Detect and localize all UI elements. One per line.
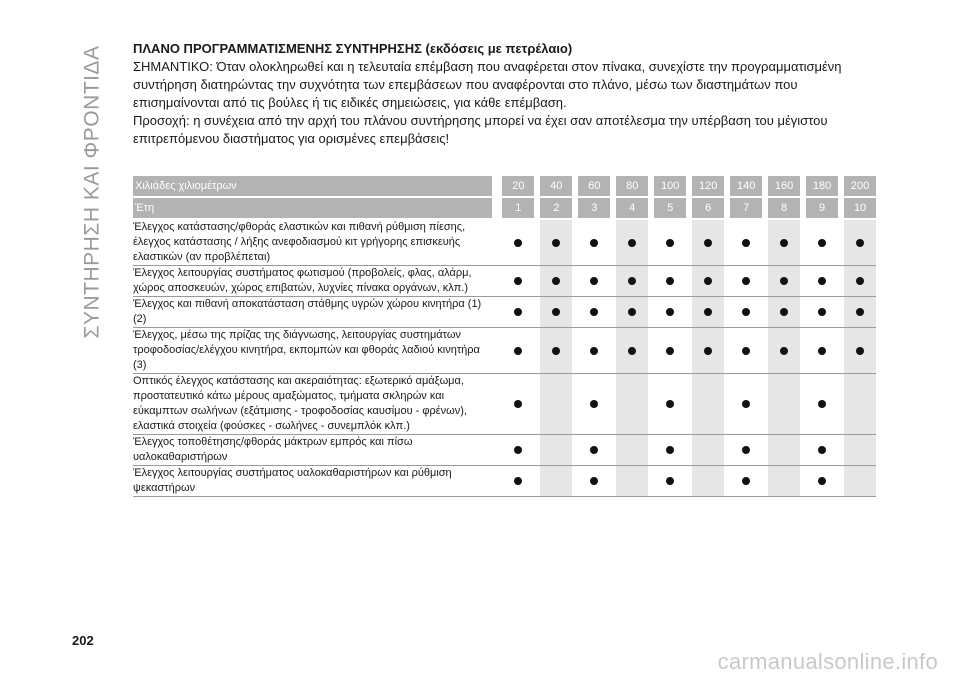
bullet-dot-icon bbox=[666, 400, 674, 408]
bullet-dot-icon bbox=[514, 308, 522, 316]
table-row bbox=[133, 328, 876, 374]
bullet-dot-icon bbox=[552, 239, 560, 247]
bullet-dot-icon bbox=[666, 477, 674, 485]
bullet-dot-icon bbox=[514, 277, 522, 285]
interval-cell bbox=[616, 220, 648, 266]
task-description: Έλεγχος, μέσω της πρίζας της διάγνωσης, λειτουργίας συστημάτων τροφοδοσίας/ελέγχου κινητήρα, εκπομπών και φθοράς λαδιού κινητήρα (3) bbox=[133, 328, 492, 374]
table-row bbox=[133, 466, 876, 497]
interval-cell bbox=[692, 297, 724, 328]
years-header-row-cell: 10 bbox=[844, 198, 876, 220]
interval-cell bbox=[844, 466, 876, 497]
section-side-title bbox=[72, 42, 112, 342]
km-header-row-label: Χιλιάδες χιλιομέτρων bbox=[133, 176, 492, 198]
interval-cell bbox=[502, 220, 534, 266]
interval-cell bbox=[768, 266, 800, 297]
column-gap bbox=[492, 220, 502, 266]
bullet-dot-icon bbox=[628, 239, 636, 247]
years-header-row-cell: 3 bbox=[578, 198, 610, 220]
bullet-dot-icon bbox=[856, 277, 864, 285]
interval-cell bbox=[540, 297, 572, 328]
interval-cell bbox=[616, 466, 648, 497]
bullet-dot-icon bbox=[514, 477, 522, 485]
km-header-row-cell: 20 bbox=[502, 176, 534, 198]
table-row bbox=[133, 220, 876, 266]
km-header-row-cell: 60 bbox=[578, 176, 610, 198]
interval-cell bbox=[502, 466, 534, 497]
bullet-dot-icon bbox=[818, 277, 826, 285]
bullet-dot-icon bbox=[514, 446, 522, 454]
interval-cell bbox=[502, 435, 534, 466]
interval-cell bbox=[806, 220, 838, 266]
km-header-row bbox=[133, 176, 876, 198]
years-header-row-cell: 4 bbox=[616, 198, 648, 220]
column-gap bbox=[492, 466, 502, 497]
interval-cell bbox=[502, 328, 534, 374]
interval-cell bbox=[540, 374, 572, 435]
page-heading: ΠΛΑΝΟ ΠΡΟΓΡΑΜΜΑΤΙΣΜΕΝΗΣ ΣΥΝΤΗΡΗΣΗΣ (εκδόσεις με πετρέλαιο) bbox=[133, 41, 573, 56]
bullet-dot-icon bbox=[590, 477, 598, 485]
interval-cell bbox=[578, 328, 610, 374]
bullet-dot-icon bbox=[552, 347, 560, 355]
interval-cell bbox=[654, 328, 686, 374]
interval-cell bbox=[616, 266, 648, 297]
interval-cell bbox=[616, 328, 648, 374]
interval-cell bbox=[692, 374, 724, 435]
maintenance-table bbox=[133, 176, 876, 497]
bullet-dot-icon bbox=[818, 347, 826, 355]
interval-cell bbox=[844, 266, 876, 297]
bullet-dot-icon bbox=[552, 308, 560, 316]
interval-cell bbox=[730, 297, 762, 328]
interval-cell bbox=[692, 266, 724, 297]
bullet-dot-icon bbox=[590, 239, 598, 247]
interval-cell bbox=[692, 435, 724, 466]
column-gap bbox=[492, 266, 502, 297]
interval-cell bbox=[654, 466, 686, 497]
bullet-dot-icon bbox=[856, 239, 864, 247]
interval-cell bbox=[806, 466, 838, 497]
interval-cell bbox=[692, 466, 724, 497]
bullet-dot-icon bbox=[780, 308, 788, 316]
bullet-dot-icon bbox=[590, 308, 598, 316]
interval-cell bbox=[578, 297, 610, 328]
km-header-row-cell: 100 bbox=[654, 176, 686, 198]
years-header-row-cell: 9 bbox=[806, 198, 838, 220]
table-row bbox=[133, 297, 876, 328]
bullet-dot-icon bbox=[704, 239, 712, 247]
column-gap bbox=[492, 176, 502, 198]
years-header-row-cell: 5 bbox=[654, 198, 686, 220]
bullet-dot-icon bbox=[666, 239, 674, 247]
bullet-dot-icon bbox=[704, 277, 712, 285]
km-header-row-cell: 140 bbox=[730, 176, 762, 198]
task-description: Οπτικός έλεγχος κατάστασης και ακεραιότητας: εξωτερικό αμάξωμα, προστατευτικό κάτω μέρους αμαξώματος, τμήματα σκληρών και εύκαμπτων σωλήνων (εξάτμισης - τροφοδοσίας καυσίμου - φρένων), ελαστικά στοιχεία (φούσκες - σωλήνες - συνεμπλόκ κλπ.) bbox=[133, 374, 492, 435]
column-gap bbox=[492, 374, 502, 435]
bullet-dot-icon bbox=[742, 446, 750, 454]
interval-cell bbox=[654, 297, 686, 328]
interval-cell bbox=[768, 374, 800, 435]
bullet-dot-icon bbox=[780, 347, 788, 355]
years-header-row-cell: 2 bbox=[540, 198, 572, 220]
interval-cell bbox=[806, 374, 838, 435]
years-header-row-label: Έτη bbox=[133, 198, 492, 220]
km-header-row-cell: 120 bbox=[692, 176, 724, 198]
interval-cell bbox=[844, 374, 876, 435]
interval-cell bbox=[654, 220, 686, 266]
column-gap bbox=[492, 198, 502, 220]
interval-cell bbox=[730, 374, 762, 435]
task-description: Έλεγχος λειτουργίας συστήματος φωτισμού (προβολείς, φλας, αλάρμ, χώρος αποσκευών, χώρος επιβατών, λυχνίες πίνακα οργάνων, κλπ.) bbox=[133, 266, 492, 297]
bullet-dot-icon bbox=[780, 239, 788, 247]
interval-cell bbox=[540, 328, 572, 374]
bullet-dot-icon bbox=[742, 477, 750, 485]
km-header-row-cell: 200 bbox=[844, 176, 876, 198]
interval-cell bbox=[806, 266, 838, 297]
bullet-dot-icon bbox=[742, 239, 750, 247]
interval-cell bbox=[768, 297, 800, 328]
interval-cell bbox=[616, 435, 648, 466]
years-header-row-cell: 7 bbox=[730, 198, 762, 220]
intro-block bbox=[133, 40, 876, 148]
bullet-dot-icon bbox=[818, 239, 826, 247]
task-description: Έλεγχος κατάστασης/φθοράς ελαστικών και πιθανή ρύθμιση πίεσης, έλεγχος κατάστασης / λήξης ανεφοδιασμού κιτ γρήγορης επισκευής ελαστικών (αν προβλέπεται) bbox=[133, 220, 492, 266]
interval-cell bbox=[844, 435, 876, 466]
years-header-row-cell: 1 bbox=[502, 198, 534, 220]
bullet-dot-icon bbox=[590, 400, 598, 408]
warning-note: Προσοχή: η συνέχεια από την αρχή του πλάνου συντήρησης μπορεί να έχει σαν αποτέλεσμα την υπέρβαση του μέγιστου επιτρεπόμενου διαστήματος για ορισμένες επεμβάσεις! bbox=[133, 113, 828, 146]
interval-cell bbox=[540, 266, 572, 297]
bullet-dot-icon bbox=[666, 277, 674, 285]
bullet-dot-icon bbox=[742, 277, 750, 285]
interval-cell bbox=[578, 220, 610, 266]
interval-cell bbox=[730, 328, 762, 374]
bullet-dot-icon bbox=[818, 446, 826, 454]
interval-cell bbox=[844, 220, 876, 266]
bullet-dot-icon bbox=[552, 277, 560, 285]
interval-cell bbox=[730, 435, 762, 466]
km-header-row-cell: 80 bbox=[616, 176, 648, 198]
bullet-dot-icon bbox=[704, 347, 712, 355]
bullet-dot-icon bbox=[742, 347, 750, 355]
km-header-row-cell: 180 bbox=[806, 176, 838, 198]
years-header-row bbox=[133, 198, 876, 220]
interval-cell bbox=[654, 435, 686, 466]
page-number: 202 bbox=[72, 633, 94, 648]
important-note: ΣΗΜΑΝΤΙΚΟ: Όταν ολοκληρωθεί και η τελευταία επέμβαση που αναφέρεται στον πίνακα, συνεχίστε την προγραμματισμένη συντήρηση διατηρώντας την συχνότητα των επεμβάσεων που αναφέρονται στο πλάνο, μέσω των διαστημάτων που επισημαίνονται από τις βούλες ή τις ειδικές σημειώσεις, για κάθε επέμβαση. bbox=[133, 59, 842, 110]
interval-cell bbox=[540, 466, 572, 497]
bullet-dot-icon bbox=[514, 347, 522, 355]
years-header-row-cell: 6 bbox=[692, 198, 724, 220]
interval-cell bbox=[692, 328, 724, 374]
column-gap bbox=[492, 435, 502, 466]
interval-cell bbox=[730, 220, 762, 266]
interval-cell bbox=[806, 435, 838, 466]
bullet-dot-icon bbox=[856, 308, 864, 316]
bullet-dot-icon bbox=[704, 308, 712, 316]
km-header-row-cell: 160 bbox=[768, 176, 800, 198]
task-description: Έλεγχος τοποθέτησης/φθοράς μάκτρων εμπρός και πίσω υαλοκαθαριστήρων bbox=[133, 435, 492, 466]
interval-cell bbox=[540, 435, 572, 466]
interval-cell bbox=[578, 435, 610, 466]
interval-cell bbox=[578, 374, 610, 435]
column-gap bbox=[492, 297, 502, 328]
bullet-dot-icon bbox=[628, 347, 636, 355]
interval-cell bbox=[806, 328, 838, 374]
bullet-dot-icon bbox=[856, 347, 864, 355]
task-description: Έλεγχος και πιθανή αποκατάσταση στάθμης υγρών χώρου κινητήρα (1) (2) bbox=[133, 297, 492, 328]
interval-cell bbox=[616, 374, 648, 435]
bullet-dot-icon bbox=[818, 477, 826, 485]
bullet-dot-icon bbox=[818, 308, 826, 316]
years-header-row-cell: 8 bbox=[768, 198, 800, 220]
column-gap bbox=[492, 328, 502, 374]
interval-cell bbox=[768, 435, 800, 466]
km-header-row-cell: 40 bbox=[540, 176, 572, 198]
interval-cell bbox=[768, 328, 800, 374]
interval-cell bbox=[578, 466, 610, 497]
bullet-dot-icon bbox=[628, 308, 636, 316]
interval-cell bbox=[540, 220, 572, 266]
bullet-dot-icon bbox=[590, 446, 598, 454]
bullet-dot-icon bbox=[666, 446, 674, 454]
table-row bbox=[133, 266, 876, 297]
interval-cell bbox=[768, 466, 800, 497]
task-description: Έλεγχος λειτουργίας συστήματος υαλοκαθαριστήρων και ρύθμιση ψεκαστήρων bbox=[133, 466, 492, 497]
bullet-dot-icon bbox=[514, 400, 522, 408]
bullet-dot-icon bbox=[666, 308, 674, 316]
interval-cell bbox=[692, 220, 724, 266]
table-row bbox=[133, 374, 876, 435]
interval-cell bbox=[806, 297, 838, 328]
interval-cell bbox=[768, 220, 800, 266]
bullet-dot-icon bbox=[590, 347, 598, 355]
interval-cell bbox=[730, 466, 762, 497]
interval-cell bbox=[654, 374, 686, 435]
bullet-dot-icon bbox=[742, 308, 750, 316]
bullet-dot-icon bbox=[818, 400, 826, 408]
interval-cell bbox=[616, 297, 648, 328]
interval-cell bbox=[578, 266, 610, 297]
interval-cell bbox=[844, 328, 876, 374]
interval-cell bbox=[654, 266, 686, 297]
interval-cell bbox=[502, 297, 534, 328]
bullet-dot-icon bbox=[780, 277, 788, 285]
interval-cell bbox=[502, 374, 534, 435]
bullet-dot-icon bbox=[590, 277, 598, 285]
section-side-title-text: ΣΥΝΤΗΡΗΣΗ ΚΑΙ ΦΡΟΝΤΙΔΑ bbox=[80, 45, 104, 339]
interval-cell bbox=[844, 297, 876, 328]
watermark: carmanualsonline.info bbox=[717, 649, 938, 674]
bullet-dot-icon bbox=[514, 239, 522, 247]
bullet-dot-icon bbox=[742, 400, 750, 408]
interval-cell bbox=[502, 266, 534, 297]
interval-cell bbox=[730, 266, 762, 297]
bullet-dot-icon bbox=[666, 347, 674, 355]
bullet-dot-icon bbox=[628, 277, 636, 285]
table-row bbox=[133, 435, 876, 466]
